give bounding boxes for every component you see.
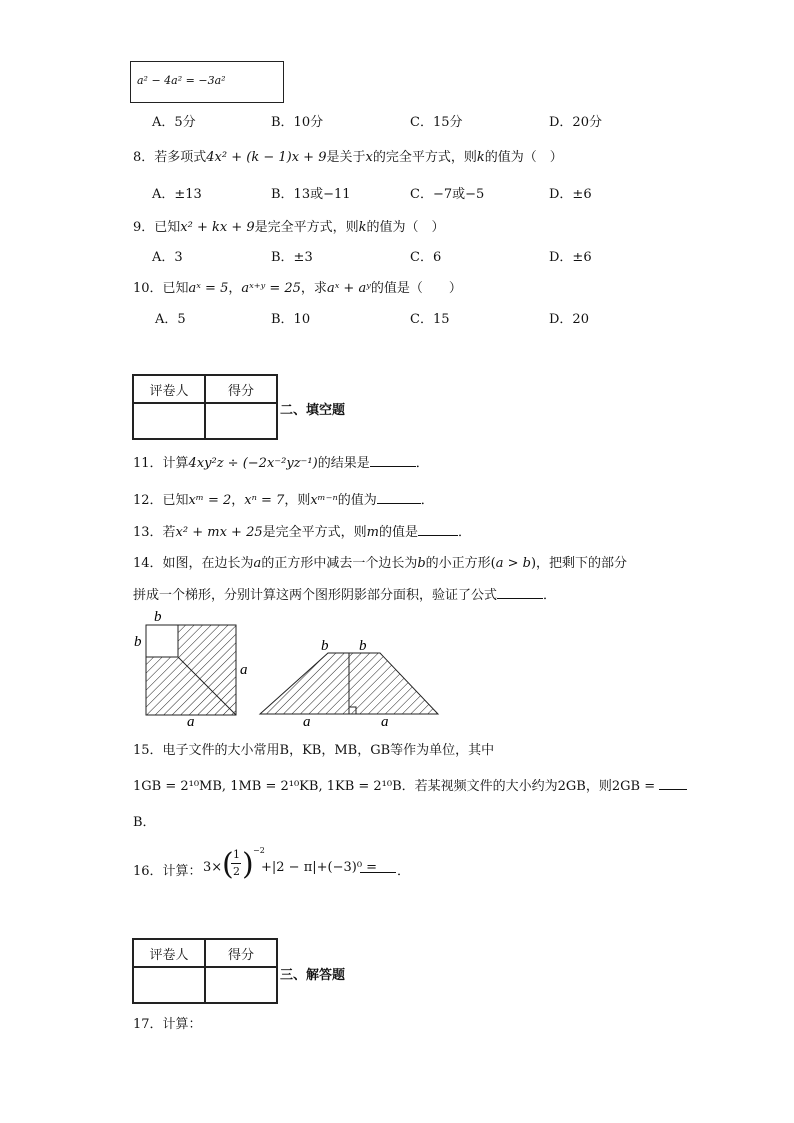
q10-option-b: B．10 [271, 312, 311, 327]
question-14-line-2: 拼成一个梯形，分别计算这两个图形阴影部分面积，验证了公式 ． [133, 588, 557, 603]
q7-option-b: B．10分 [271, 115, 324, 130]
q8-option-b: B．13或−11 [271, 187, 351, 202]
q10-option-a: A．5 [155, 312, 186, 327]
q10-option-d: D．20 [549, 312, 589, 327]
question-14-line-1: 14．如图，在边长为a的正方形中减去一个边长为b的小正方形(a > b)，把剩下的部分 [133, 556, 628, 571]
q7-option-c: C．15分 [410, 115, 463, 130]
question-10: 10．已知aˣ = 5，aˣ⁺ʸ = 25，求aˣ + aʸ的值是（ ） [133, 281, 462, 296]
q8-option-d: D．±6 [549, 187, 592, 202]
section-title-fill-blank: 二、填空题 [280, 403, 346, 418]
label-a-bottom: a [187, 714, 195, 726]
grader-cell[interactable] [133, 967, 205, 1003]
question-8: 8．若多项式4x² + (k − 1)x + 9是关于x的完全平方式，则k的值为（ ） [133, 150, 563, 165]
score-header: 得分 [205, 375, 277, 403]
label-b-trap-2: b [359, 638, 367, 654]
grader-header: 评卷人 [133, 939, 205, 967]
question-13: 13．若x² + mx + 25是完全平方式，则m的值是 ． [133, 525, 471, 540]
q8-option-a: A．±13 [152, 187, 202, 202]
question-15-line-3: B． [133, 815, 156, 830]
q7-option-d: D．20分 [549, 115, 602, 130]
formula-box [130, 61, 284, 103]
score-cell[interactable] [205, 967, 277, 1003]
label-a-trap-2: a [381, 714, 389, 726]
q9-option-c: C．6 [410, 250, 442, 265]
section-title-answer: 三、解答题 [280, 968, 346, 983]
question-9: 9．已知x² + kx + 9是完全平方式，则k的值为（ ） [133, 220, 445, 235]
grader-cell[interactable] [133, 403, 205, 439]
label-b-top: b [154, 609, 162, 625]
geometry-figure [128, 606, 448, 726]
q10-option-c: C．15 [410, 312, 450, 327]
q8-option-c: C．−7或−5 [410, 187, 485, 202]
q9-option-b: B．±3 [271, 250, 313, 265]
q9-option-d: D．±6 [549, 250, 592, 265]
question-11: 11．计算4xy²z ÷ (−2x⁻²yz⁻¹)的结果是 ． [133, 456, 429, 471]
answer-blank[interactable] [360, 860, 396, 873]
q7-option-a: A．5分 [152, 115, 196, 130]
question-15-line-2: 1GB = 2¹⁰MB, 1MB = 2¹⁰KB, 1KB = 2¹⁰B．若某视频文件的大小约为2GB，则2GB = [133, 775, 687, 794]
answer-blank[interactable] [377, 491, 421, 504]
label-a-right: a [240, 662, 248, 678]
answer-blank[interactable] [418, 523, 458, 536]
trapezoid-figure [260, 653, 438, 714]
square-figure [146, 625, 236, 715]
question-12: 12．已知xᵐ = 2，xⁿ = 7，则xᵐ⁻ⁿ的值为 ． [133, 493, 434, 508]
score-header: 得分 [205, 939, 277, 967]
answer-blank[interactable] [659, 777, 687, 790]
score-table-1 [132, 374, 278, 440]
label-a-trap-1: a [303, 714, 311, 726]
q9-option-a: A．3 [152, 250, 183, 265]
question-17: 17．计算： [133, 1017, 202, 1032]
score-table-2 [132, 938, 278, 1004]
boxed-formula: a² − 4a² = −3a² [137, 74, 226, 87]
question-15-line-1: 15．电子文件的大小常用B，KB，MB，GB等作为单位，其中 [133, 743, 495, 758]
answer-blank[interactable] [497, 586, 543, 599]
grader-header: 评卷人 [133, 375, 205, 403]
label-b-left: b [134, 634, 142, 650]
answer-blank[interactable] [370, 454, 416, 467]
label-b-trap-1: b [321, 638, 329, 654]
score-cell[interactable] [205, 403, 277, 439]
